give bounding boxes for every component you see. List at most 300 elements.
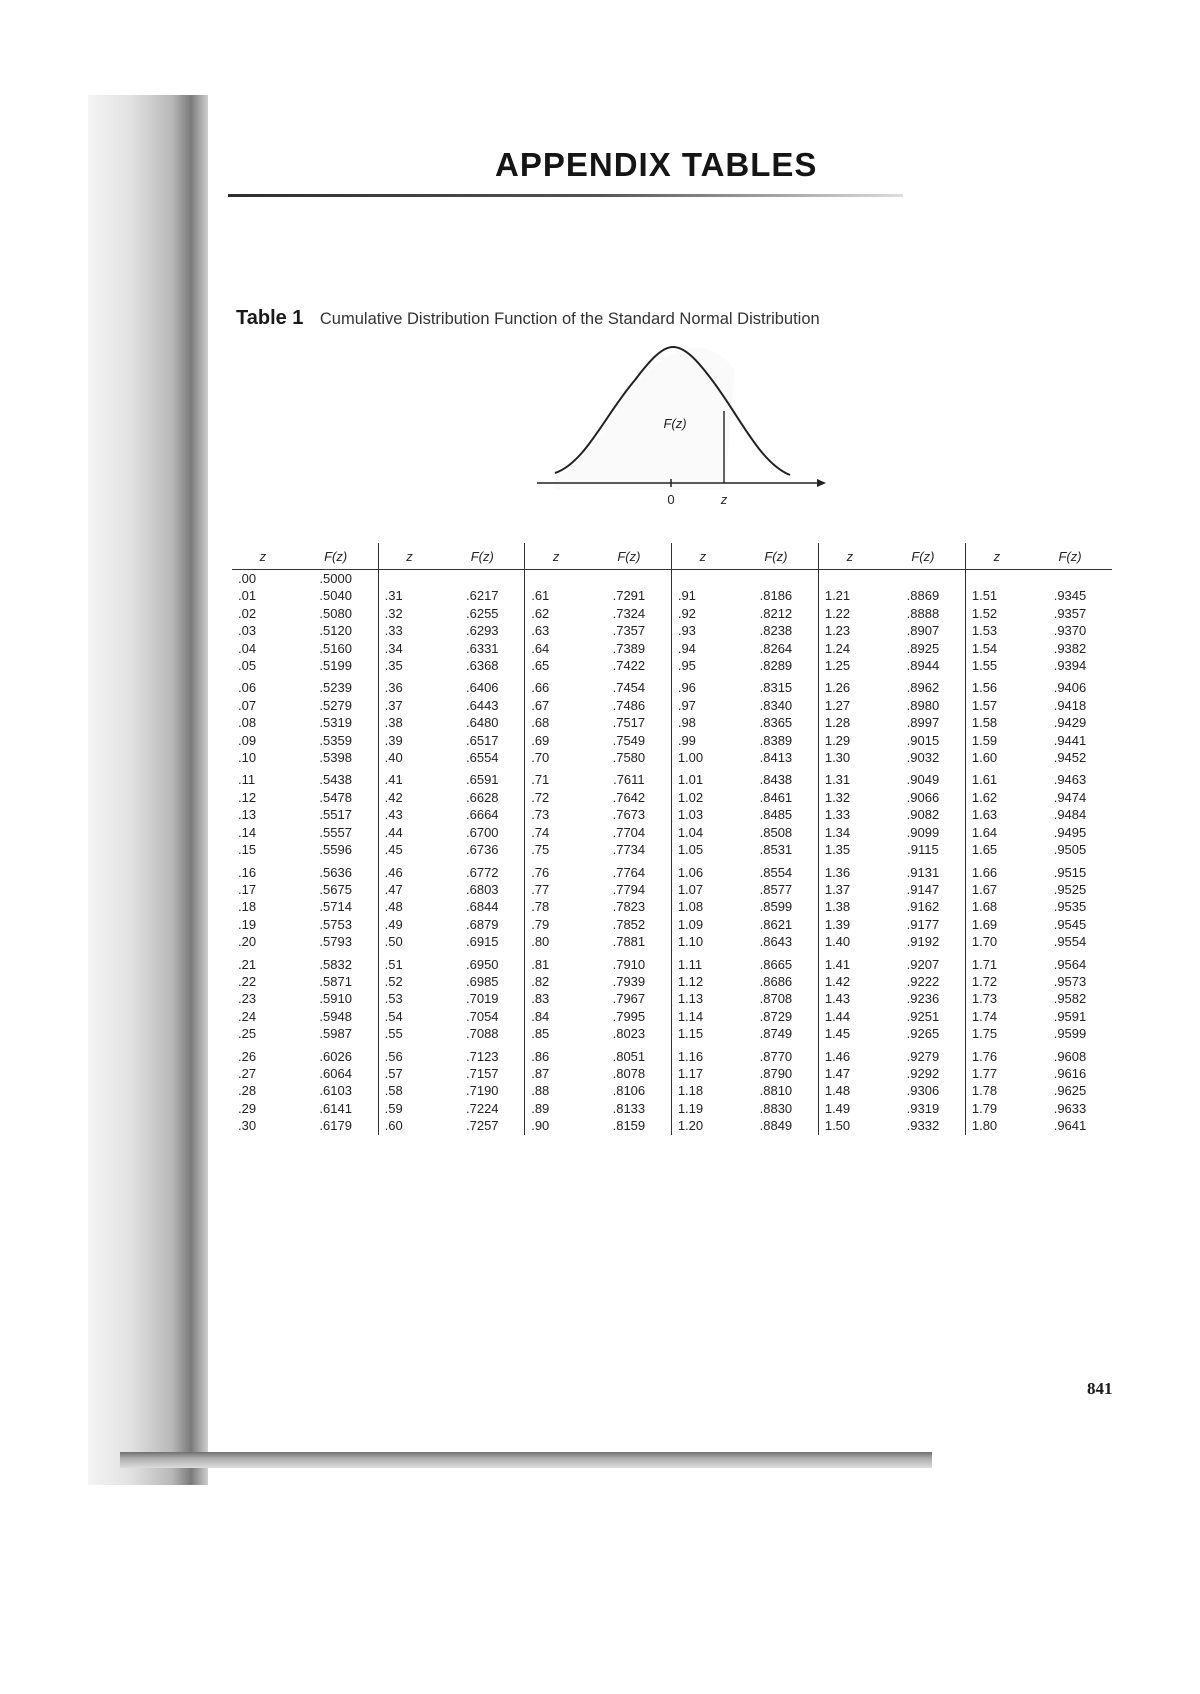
fz-value-cell: .5871 [294,973,378,990]
fz-value-cell: .6950 [440,951,524,973]
fz-value-cell: .7088 [440,1025,524,1042]
fz-value-cell: .7357 [587,622,671,639]
table-row [232,1117,1112,1134]
z-value-cell: 1.55 [971,658,998,674]
fz-value-cell: .9370 [1053,623,1087,639]
z-value-cell: .82 [531,973,550,989]
fz-value-cell: .9279 [881,1043,965,1065]
z-value-cell: 1.64 [971,824,998,840]
fz-value-cell: .8790 [734,1065,818,1082]
fz-value-cell: .7324 [587,605,671,622]
column-header-z: z [671,543,734,570]
z-value-cell: 1.14 [677,1008,704,1024]
z-value-cell: .19 [238,916,257,932]
table-row [232,732,1112,749]
z-value-cell: .92 [677,605,696,621]
z-value-cell: .97 [677,697,696,713]
fz-value-cell: .6803 [440,881,524,898]
fz-value-cell [587,570,671,588]
fz-value-cell: .9032 [881,749,965,766]
z-value-cell: .14 [238,824,257,840]
fz-value-cell [440,570,524,588]
z-value-cell: 1.65 [971,842,998,858]
z-value-cell: 1.11 [677,956,703,972]
fz-value-cell: .9406 [1053,680,1087,696]
fz-value-cell: .6700 [440,824,524,841]
z-value-cell: .23 [238,991,257,1007]
fz-value-cell: .5080 [294,605,378,622]
fz-value-cell: .7852 [587,916,671,933]
fz-value-cell: .8051 [587,1043,671,1065]
fz-value-cell: .9066 [881,789,965,806]
fz-value-cell: .9192 [881,933,965,950]
fz-value-cell [734,570,818,588]
z-value-cell: .20 [238,934,257,950]
fz-value-cell: .9573 [1053,973,1087,989]
fz-value-cell: .7422 [587,657,671,674]
table-row [232,714,1112,731]
fz-value-cell: .8106 [587,1082,671,1099]
table-row [232,898,1112,915]
z-value-cell: .12 [238,789,257,805]
fz-value-cell: .5948 [294,1008,378,1025]
fz-value-cell: .9641 [1053,1118,1087,1134]
fz-value-cell: .9222 [881,973,965,990]
z-value-cell: .41 [384,772,403,788]
z-value-cell: 1.10 [677,934,704,950]
fz-value-cell: .9082 [881,806,965,823]
fz-value-cell: .8461 [734,789,818,806]
fz-value-cell: .8078 [587,1065,671,1082]
fz-value-cell: .9394 [1053,658,1087,674]
fz-value-cell: .7054 [440,1008,524,1025]
fz-value-cell: .8599 [734,898,818,915]
z-value-cell: .22 [238,973,257,989]
z-value-cell: 1.54 [971,640,998,656]
column-header-z: z [965,543,1028,570]
z-value-cell: 1.34 [824,824,851,840]
table-row [232,1043,1112,1065]
fz-value-cell: .7910 [587,951,671,973]
z-value-cell: 1.72 [971,973,998,989]
z-value-cell: 1.30 [824,750,851,766]
fz-value-cell [1028,570,1112,588]
table-row [232,657,1112,674]
table-row [232,749,1112,766]
table-row [232,881,1112,898]
fz-value-cell: .9599 [1053,1026,1087,1042]
fz-value-cell: .5793 [294,933,378,950]
fz-value-cell: .9251 [881,1008,965,1025]
z-value-cell: 1.71 [971,956,998,972]
fz-value-cell: .8888 [881,605,965,622]
z-value-cell: 1.52 [971,605,998,621]
z-value-cell: 1.36 [824,864,851,880]
z-value-cell: 1.17 [677,1065,704,1081]
fz-value-cell: .6517 [440,732,524,749]
fz-value-cell: .9515 [1053,864,1087,880]
table-row [232,859,1112,881]
fz-value-cell: .8665 [734,951,818,973]
fz-value-cell: .8849 [734,1117,818,1134]
fz-value-cell: .5199 [294,657,378,674]
z-value-cell: 1.38 [824,899,851,915]
z-value-cell: 1.06 [677,864,704,880]
table-row [232,933,1112,950]
z-value-cell: .10 [238,750,257,766]
fz-value-cell: .8830 [734,1100,818,1117]
z-value-cell: .71 [531,772,550,788]
fz-value-cell: .8729 [734,1008,818,1025]
fz-value-cell: .6293 [440,622,524,639]
z-value-cell: .58 [384,1083,403,1099]
z-value-cell: .34 [384,640,403,656]
table-row [232,766,1112,788]
fz-value-cell: .9564 [1053,956,1087,972]
column-header-z: z [525,543,587,570]
z-value-cell: .83 [531,991,550,1007]
fz-value-cell: .9525 [1053,881,1087,897]
z-value-cell: .55 [384,1026,403,1042]
fz-value-cell: .5910 [294,990,378,1007]
table-row [232,674,1112,696]
z-value-cell: 1.03 [677,807,704,823]
z-value-cell: 1.27 [824,697,851,713]
fz-value-cell: .8485 [734,806,818,823]
fz-value-cell: .9115 [881,841,965,858]
fz-value-cell: .6844 [440,898,524,915]
z-value-cell: .48 [384,899,403,915]
z-value-cell: 1.40 [824,934,851,950]
column-header-fz: F(z) [1028,543,1112,570]
z-value-cell: 1.74 [971,1008,998,1024]
table-row [232,587,1112,604]
fz-value-cell: .9265 [881,1025,965,1042]
z-value-cell: .62 [531,605,550,621]
column-header-fz: F(z) [587,543,671,570]
z-value-cell: .74 [531,824,550,840]
fz-value-cell: .7704 [587,824,671,841]
table-row [232,824,1112,841]
z-value-cell [525,570,587,588]
z-value-cell: .95 [677,658,696,674]
fz-value-cell: .9418 [1053,697,1087,713]
z-value-cell: 1.44 [824,1008,851,1024]
table-row [232,1008,1112,1025]
z-value-cell: .29 [238,1100,257,1116]
fz-value-cell: .7794 [587,881,671,898]
fz-value-cell: .8023 [587,1025,671,1042]
z-value-cell: .47 [384,881,403,897]
z-value-cell: .69 [531,732,550,748]
fz-value-cell: .6179 [294,1117,378,1134]
fz-value-cell: .9608 [1053,1048,1087,1064]
table-caption-text: Cumulative Distribution Function of the Standard Normal Distribution [319,310,820,328]
z-value-cell: 1.04 [677,824,704,840]
z-value-cell: 1.31 [824,772,851,788]
z-value-cell: .98 [677,715,696,731]
fz-value-cell: .8340 [734,697,818,714]
page-title: APPENDIX TABLES [495,146,818,183]
fz-value-cell: .6026 [294,1043,378,1065]
fz-value-cell: .9474 [1053,789,1087,805]
x-axis-arrow-icon [817,479,826,487]
z-value-cell: .52 [384,973,403,989]
fz-value-cell: .7019 [440,990,524,1007]
z-value-cell: 1.61 [971,772,998,788]
fz-value-cell: .5753 [294,916,378,933]
page-bottom-edge [120,1452,932,1468]
z-value-cell: .56 [384,1048,403,1064]
fz-value-cell: .7673 [587,806,671,823]
z-value-cell: .67 [531,697,550,713]
fz-value-cell: .8770 [734,1043,818,1065]
fz-value-cell: .9357 [1053,605,1087,621]
table-row [232,1025,1112,1042]
table-caption [236,307,820,330]
z-value-cell: .77 [531,881,550,897]
z-value-cell: 1.41 [824,956,851,972]
z-value-cell: 1.15 [677,1026,704,1042]
fz-value-cell: .7486 [587,697,671,714]
z-value-cell: .32 [384,605,403,621]
fz-value-cell: .9452 [1053,750,1087,766]
fz-value-cell: .7734 [587,841,671,858]
fz-value-cell: .8907 [881,622,965,639]
z-value-cell: 1.48 [824,1083,851,1099]
z-value-cell: 1.63 [971,807,998,823]
fz-value-cell: .9306 [881,1082,965,1099]
z-value-cell: .33 [384,623,403,639]
z-value-cell: .42 [384,789,403,805]
fz-value-cell: .5675 [294,881,378,898]
z-value-cell: 1.43 [824,991,851,1007]
fz-value-cell: .5120 [294,622,378,639]
z-value-cell: 1.16 [677,1048,704,1064]
normal-curve-figure [535,335,835,505]
fz-value-cell: .6141 [294,1100,378,1117]
fz-value-cell: .8749 [734,1025,818,1042]
fz-value-cell: .6064 [294,1065,378,1082]
z-value-cell: 1.45 [824,1026,851,1042]
z-value-cell: 1.42 [824,973,851,989]
fz-value-cell: .8238 [734,622,818,639]
z-value-cell: 1.50 [824,1118,851,1134]
z-value-cell: 1.77 [971,1065,998,1081]
z-value-cell: 1.47 [824,1065,851,1081]
fz-value-cell: .7881 [587,933,671,950]
fz-value-cell: .6628 [440,789,524,806]
z-value-cell: 1.09 [677,916,704,932]
fz-value-cell: .9625 [1053,1083,1087,1099]
fz-value-cell: .8980 [881,697,965,714]
z-value-cell: .27 [238,1065,257,1081]
z-value-cell: 1.07 [677,881,704,897]
fz-value-cell: .8643 [734,933,818,950]
column-header-z: z [818,543,881,570]
z-value-cell: 1.57 [971,697,998,713]
fz-value-cell: .5557 [294,824,378,841]
fz-value-cell [881,570,965,588]
fz-value-cell: .8508 [734,824,818,841]
fz-value-cell: .6664 [440,806,524,823]
z-value-cell: .51 [384,956,403,972]
fz-value-cell: .5987 [294,1025,378,1042]
fz-value-cell: .7995 [587,1008,671,1025]
z-value-cell: 1.62 [971,789,998,805]
z-value-cell: 1.35 [824,842,851,858]
z-value-cell: .59 [384,1100,403,1116]
z-value-cell: .26 [238,1048,257,1064]
fz-value-cell: .9591 [1053,1008,1087,1024]
fz-value-cell: .8389 [734,732,818,749]
z-value-cell: .43 [384,807,403,823]
z-value-cell: .87 [531,1065,550,1081]
z-value-cell: .09 [238,732,257,748]
table-row [232,697,1112,714]
z-value-cell: 1.18 [677,1083,704,1099]
fz-value-cell: .7123 [440,1043,524,1065]
fz-value-cell: .5832 [294,951,378,973]
table-row [232,570,1112,588]
z-value-cell: 1.37 [824,881,851,897]
fz-value-cell: .5517 [294,806,378,823]
fz-value-cell: .6591 [440,766,524,788]
fz-value-cell: .6443 [440,697,524,714]
z-value-cell [965,570,1028,588]
fz-value-cell: .5160 [294,640,378,657]
fz-value-cell: .7580 [587,749,671,766]
fz-value-cell: .5239 [294,674,378,696]
z-value-cell: .18 [238,899,257,915]
fz-value-cell: .9441 [1053,732,1087,748]
area-label: F(z) [663,416,687,431]
fz-value-cell: .5319 [294,714,378,731]
z-value-cell: 1.08 [677,899,704,915]
z-value-cell: .84 [531,1008,550,1024]
fz-value-cell: .9131 [881,859,965,881]
z-value-cell: 1.24 [824,640,851,656]
z-value-cell: .75 [531,842,550,858]
z-value-cell [671,570,734,588]
z-value-cell: 1.01 [677,772,704,788]
fz-value-cell: .9015 [881,732,965,749]
fz-value-cell: .5000 [294,570,378,588]
z-value-cell: 1.53 [971,623,998,639]
z-value-cell: .73 [531,807,550,823]
z-value-cell: .99 [677,732,696,748]
fz-value-cell: .6255 [440,605,524,622]
fz-value-cell: .6554 [440,749,524,766]
z-value-cell: .76 [531,864,550,880]
fz-value-cell: .6406 [440,674,524,696]
z-value-cell: 1.66 [971,864,998,880]
fz-value-cell: .5279 [294,697,378,714]
z-value-cell: 1.69 [971,916,998,932]
fz-value-cell: .6879 [440,916,524,933]
fz-value-cell: .9319 [881,1100,965,1117]
z-value-cell: .57 [384,1065,403,1081]
z-value-cell: 1.60 [971,750,998,766]
z-value-cell: .65 [531,658,550,674]
z-value-cell: .15 [238,842,257,858]
table-body [232,570,1112,1135]
fz-value-cell: .9633 [1053,1100,1087,1116]
fz-value-cell: .9236 [881,990,965,1007]
fz-value-cell: .7454 [587,674,671,696]
z-value-cell: .49 [384,916,403,932]
fz-value-cell: .7764 [587,859,671,881]
z-value-cell: .16 [238,864,257,880]
z-value-cell: 1.49 [824,1100,851,1116]
z-value-cell: .46 [384,864,403,880]
table-row [232,789,1112,806]
z-value-cell: .60 [384,1118,403,1134]
z-value-cell: .79 [531,916,550,932]
fz-value-cell: .8212 [734,605,818,622]
z-value-cell: .36 [384,680,403,696]
z-value-cell: 1.56 [971,680,998,696]
z-value-cell: .37 [384,697,403,713]
table-row [232,640,1112,657]
fz-value-cell: .5636 [294,859,378,881]
table-row [232,841,1112,858]
z-value-cell: 1.02 [677,789,704,805]
table-row [232,1082,1112,1099]
fz-value-cell: .7389 [587,640,671,657]
origin-label: 0 [667,492,675,505]
fz-value-cell: .6103 [294,1082,378,1099]
fz-value-cell: .8869 [881,587,965,604]
book-binding-shadow [88,95,208,1485]
z-value-cell: .54 [384,1008,403,1024]
fz-value-cell: .7257 [440,1117,524,1134]
table-row [232,951,1112,973]
z-value-cell: 1.67 [971,881,998,897]
fz-value-cell: .8925 [881,640,965,657]
z-value-cell: 1.22 [824,605,851,621]
z-value-cell: 1.32 [824,789,851,805]
fz-value-cell: .6985 [440,973,524,990]
z-value-cell: .35 [384,658,403,674]
z-value-cell: 1.00 [677,750,704,766]
z-value-cell: 1.39 [824,916,851,932]
fz-value-cell: .8264 [734,640,818,657]
z-value-cell: 1.33 [824,807,851,823]
fz-value-cell: .8577 [734,881,818,898]
z-value-cell: 1.68 [971,899,998,915]
z-value-cell: 1.80 [971,1118,998,1134]
fz-value-cell: .8186 [734,587,818,604]
z-value-cell: 1.46 [824,1048,851,1064]
fz-value-cell: .9535 [1053,899,1087,915]
z-value-cell: 1.20 [677,1118,704,1134]
z-value-cell: .96 [677,680,696,696]
fz-value-cell: .7642 [587,789,671,806]
z-value-cell: .38 [384,715,403,731]
fz-value-cell: .9582 [1053,991,1087,1007]
table-row [232,622,1112,639]
z-value-cell: .81 [531,956,550,972]
z-value-cell: .39 [384,732,403,748]
z-value-cell: .70 [531,750,550,766]
column-header-z: z [232,543,294,570]
z-value-cell: 1.19 [677,1100,704,1116]
z-value-cell: 1.25 [824,658,851,674]
z-value-cell: .93 [677,623,696,639]
table-header-row [232,543,1112,570]
z-value-cell: .11 [238,772,256,788]
